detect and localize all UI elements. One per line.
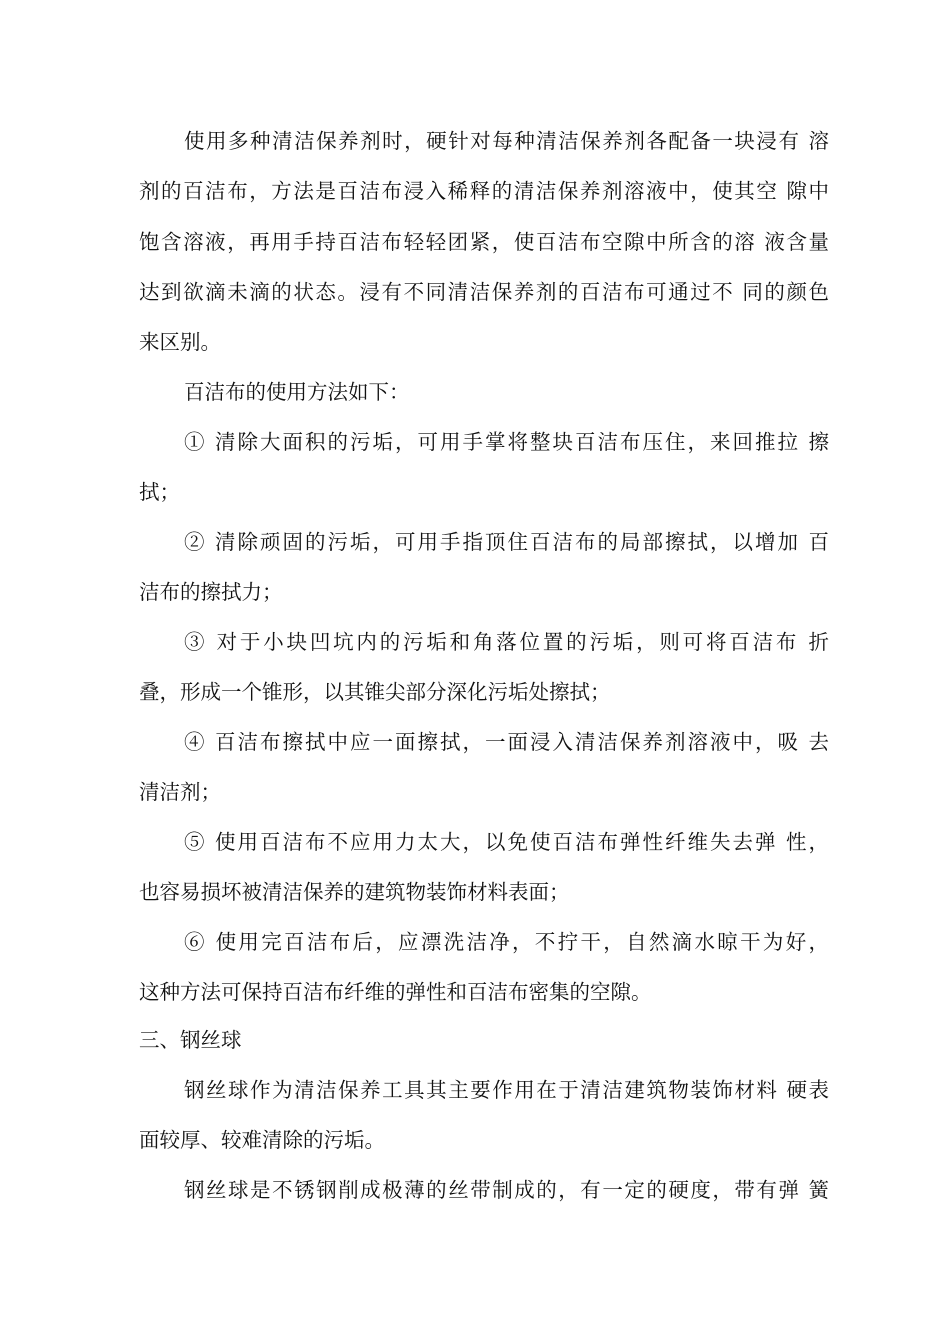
list-item-line: ② 清除顽固的污垢，可用手指顶住百洁布的局部擦拭，以增加 百: [184, 530, 829, 554]
list-item-line: ③ 对于小块凹坑内的污垢和角落位置的污垢，则可将百洁布 折: [184, 630, 829, 654]
paragraph-line: 达到欲滴未滴的状态。浸有不同清洁保养剂的百洁布可通过不 同的颜色: [139, 280, 829, 304]
paragraph-line: 使用多种清洁保养剂时，硬针对每种清洁保养剂各配备一块浸有 溶: [184, 129, 829, 153]
list-item-line: ⑥ 使用完百洁布后，应漂洗洁净，不拧干，自然滴水晾干为好，: [184, 930, 829, 954]
list-item-line: ① 清除大面积的污垢，可用手掌将整块百洁布压住，来回推拉 擦: [184, 430, 829, 454]
list-item-line: 这种方法可保持百洁布纤维的弹性和百洁布密集的空隙。: [139, 980, 652, 1004]
paragraph-line: 钢丝球作为清洁保养工具其主要作用在于清洁建筑物装饰材料 硬表: [184, 1078, 829, 1102]
list-item-line: ⑤ 使用百洁布不应用力太大，以免使百洁布弹性纤维失去弹 性，: [184, 830, 829, 854]
paragraph-line: 百洁布的使用方法如下：: [184, 380, 410, 404]
paragraph-line: 面较厚、较难清除的污垢。: [139, 1128, 385, 1152]
section-heading: 三、钢丝球: [139, 1028, 242, 1052]
paragraph-line: 饱含溶液，再用手持百洁布轻轻团紧，使百洁布空隙中所含的溶 液含量: [139, 230, 829, 254]
list-item-line: 拭；: [139, 480, 180, 504]
list-item-line: ④ 百洁布擦拭中应一面擦拭，一面浸入清洁保养剂溶液中，吸 去: [184, 730, 829, 754]
list-item-line: 也容易损坏被清洁保养的建筑物装饰材料表面；: [139, 880, 570, 904]
paragraph-line: 来区别。: [139, 330, 221, 354]
paragraph-line: 钢丝球是不锈钢削成极薄的丝带制成的，有一定的硬度，带有弹 簧: [184, 1178, 829, 1202]
paragraph-line: 剂的百洁布，方法是百洁布浸入稀释的清洁保养剂溶液中，使其空 隙中: [139, 179, 829, 203]
list-item-line: 清洁剂；: [139, 780, 221, 804]
list-item-line: 洁布的擦拭力；: [139, 580, 283, 604]
list-item-line: 叠，形成一个锥形，以其锥尖部分深化污垢处擦拭；: [139, 680, 611, 704]
